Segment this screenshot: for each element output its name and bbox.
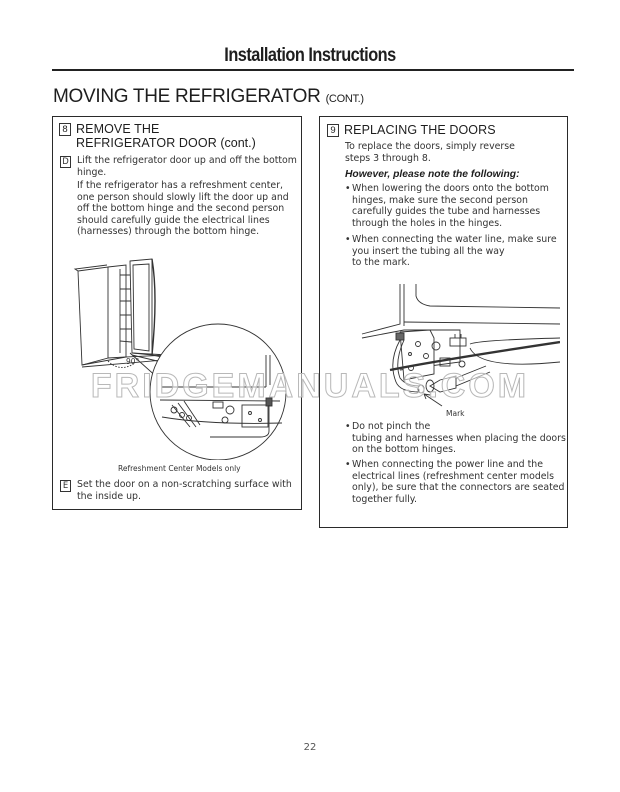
bullet-line: When connecting the water line, make sure — [352, 234, 557, 245]
note-bullet — [345, 459, 572, 505]
bullet-line: only), be sure that the connectors are seated — [352, 482, 565, 494]
substep-d-text — [77, 155, 297, 178]
header-title: Installation Instructions — [224, 45, 396, 66]
note-heading: However, please note the following: — [345, 169, 520, 180]
step-9-heading — [327, 123, 496, 137]
substep-e-label: E — [60, 480, 71, 492]
note-bullet — [345, 234, 567, 269]
intro-line: steps 3 through 8. — [345, 152, 431, 164]
section-title-text: MOVING THE REFRIGERATOR — [53, 86, 321, 107]
water-line-hinge-illustration — [360, 282, 560, 407]
substep-e-line: Set the door on a non-scratching surface with — [77, 479, 292, 490]
paragraph-line: one person should slowly lift the door up and — [77, 191, 289, 203]
bullet-line: on the bottom hinges. — [352, 444, 456, 456]
refrigerator-door-illustration — [60, 255, 300, 460]
page-number: 22 — [303, 742, 317, 753]
bullet-line: electrical lines (refreshment center models — [352, 470, 555, 482]
step-9-title: REPLACING THE DOORS — [344, 123, 496, 137]
bullet-line: together fully. — [352, 493, 417, 505]
bullet-line: hinges, make sure the second person — [352, 194, 528, 206]
step-8-title-suffix: (cont.) — [220, 136, 256, 150]
paragraph-line: should carefully guide the electrical lines — [77, 214, 270, 226]
section-title-suffix: (CONT.) — [325, 93, 364, 105]
bullet-line: tubing and harnesses when placing the doors — [352, 432, 566, 444]
intro-line: To replace the doors, simply reverse — [345, 141, 515, 152]
bullet-line: through the holes in the hinges. — [352, 217, 503, 229]
substep-d-label: D — [60, 156, 71, 168]
bullet-line: When lowering the doors onto the bottom — [352, 183, 549, 194]
paragraph-line: (harnesses) through the bottom hinge. — [77, 226, 260, 238]
bullet-line: to the mark. — [352, 257, 410, 269]
substep-e-line: the inside up. — [77, 490, 141, 502]
step-8-title-line1: REMOVE THE — [76, 122, 160, 136]
header-rule — [52, 69, 574, 71]
substep-d-line: hinge. — [77, 166, 107, 178]
bullet-line: carefully guides the tube and harnesses — [352, 206, 541, 218]
step-9-intro — [345, 141, 560, 164]
paragraph-line: If the refrigerator has a refreshment center, — [77, 180, 284, 191]
figure-caption: Refreshment Center Models only — [118, 464, 241, 473]
step-8-heading — [59, 122, 256, 150]
step-9-number: 9 — [327, 124, 339, 137]
step-8-title-line2: REFRIGERATOR DOOR — [76, 136, 217, 150]
note-bullet — [345, 183, 567, 229]
substep-d-line: Lift the refrigerator door up and off the bottom — [77, 155, 297, 166]
section-title — [53, 86, 364, 108]
paragraph-line: off the bottom hinge and the second person — [77, 203, 285, 215]
step-8-number: 8 — [59, 123, 71, 136]
substep-d-paragraph — [77, 180, 297, 238]
bullet-line: Do not pinch the — [352, 421, 431, 432]
angle-label: 90° — [126, 357, 140, 366]
note-bullet — [345, 421, 572, 456]
substep-e-text — [77, 479, 297, 502]
watermark: FRIDGEMANUALS.COM — [90, 367, 530, 405]
mark-label: Mark — [446, 409, 465, 418]
bullet-line: When connecting the power line and the — [352, 459, 543, 470]
bullet-line: you insert the tubing all the way — [352, 245, 505, 257]
